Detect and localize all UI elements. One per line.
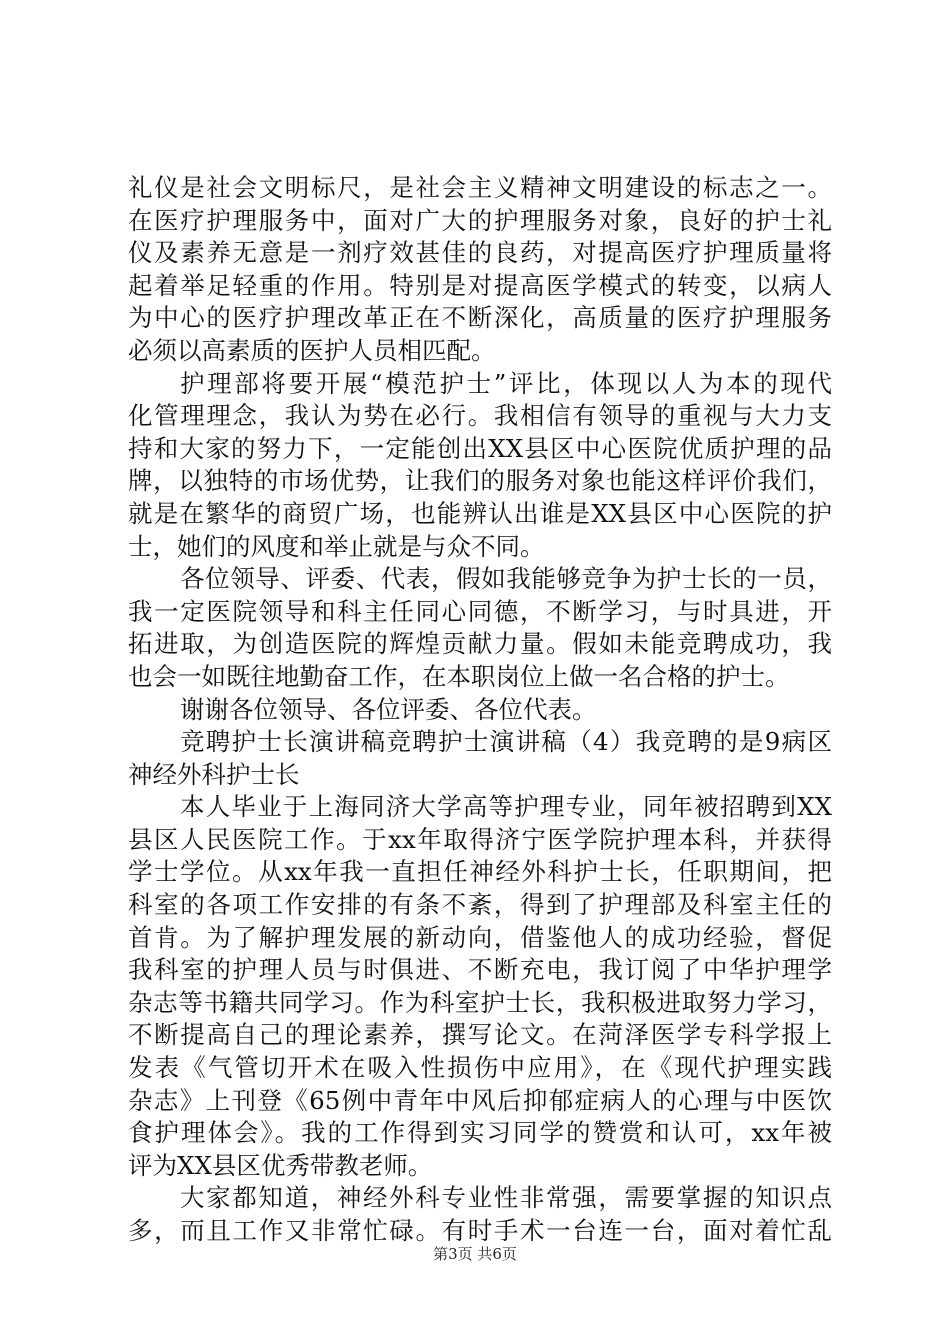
text-line: 各位领导、评委、代表，假如我能够竞争为护士长的一员， (180, 564, 832, 594)
text-line: 在医疗护理服务中，面对广大的护理服务对象，良好的护士礼 (128, 205, 832, 235)
text-line: 牌，以独特的市场优势，让我们的服务对象也能这样评价我们， (128, 466, 832, 496)
text-line: 起着举足轻重的作用。特别是对提高医学模式的转变，以病人 (128, 270, 832, 300)
text-line: 神经外科护士长 (128, 759, 300, 789)
text-line: 不断提高自己的理论素养，撰写论文。在菏泽医学专科学报上 (128, 1020, 832, 1050)
text-line: 必须以高素质的医护人员相匹配。 (128, 335, 496, 365)
text-line: 评为XX县区优秀带教老师。 (128, 1150, 433, 1180)
document-body (128, 172, 832, 1248)
text-line: 礼仪是社会文明标尺，是社会主义精神文明建设的标志之一。 (128, 173, 832, 202)
text-line: 学士学位。从xx年我一直担任神经外科护士长，任职期间，把 (128, 857, 832, 887)
text-line: 竞聘护士长演讲稿竞聘护士演讲稿（4）我竞聘的是9病区 (180, 727, 832, 757)
text-line: 持和大家的努力下，一定能创出XX县区中心医院优质护理的品 (128, 433, 832, 463)
text-line: 食护理体会》。我的工作得到实习同学的赞赏和认可，xx年被 (128, 1118, 832, 1148)
text-line: 多，而且工作又非常忙碌。有时手术一台连一台，面对着忙乱 (128, 1216, 832, 1245)
text-line: 首肯。为了解护理发展的新动向，借鉴他人的成功经验，督促 (128, 922, 832, 952)
text-line: 科室的各项工作安排的有条不紊，得到了护理部及科室主任的 (128, 890, 832, 920)
text-line: 就是在繁华的商贸广场，也能辨认出谁是XX县区中心医院的护 (128, 498, 832, 528)
text-line: 化管理理念，我认为势在必行。我相信有领导的重视与大力支 (128, 401, 832, 431)
page-footer: 第3页 共6页 (433, 1245, 517, 1263)
text-line: 我一定医院领导和科主任同心同德，不断学习，与时具进，开 (128, 596, 832, 626)
text-line: 本人毕业于上海同济大学高等护理专业，同年被招聘到XX (180, 792, 832, 822)
text-line: 也会一如既往地勤奋工作，在本职岗位上做一名合格的护士。 (128, 661, 790, 691)
text-line: 拓进取，为创造医院的辉煌贡献力量。假如未能竞聘成功，我 (128, 629, 832, 659)
text-line: 大家都知道，神经外科专业性非常强，需要掌握的知识点 (180, 1183, 832, 1213)
text-line: 发表《气管切开术在吸入性损伤中应用》，在《现代护理实践 (128, 1053, 832, 1083)
text-line: 为中心的医疗护理改革正在不断深化，高质量的医疗护理服务 (128, 303, 832, 333)
text-line: 杂志等书籍共同学习。作为科室护士长，我积极进取努力学习， (128, 987, 832, 1017)
text-line: 杂志》上刊登《65例中青年中风后抑郁症病人的心理与中医饮 (128, 1085, 832, 1115)
text-line: 仪及素养无意是一剂疗效甚佳的良药，对提高医疗护理质量将 (128, 238, 832, 268)
text-line: 我科室的护理人员与时俱进、不断充电，我订阅了中华护理学 (128, 955, 832, 985)
text-line: 士，她们的风度和举止就是与众不同。 (128, 531, 545, 561)
text-line: 护理部将要开展“模范护士”评比，体现以人为本的现代 (180, 368, 832, 398)
text-line: 县区人民医院工作。于xx年取得济宁医学院护理本科，并获得 (128, 824, 832, 854)
text-line: 谢谢各位领导、各位评委、各位代表。 (180, 694, 597, 724)
